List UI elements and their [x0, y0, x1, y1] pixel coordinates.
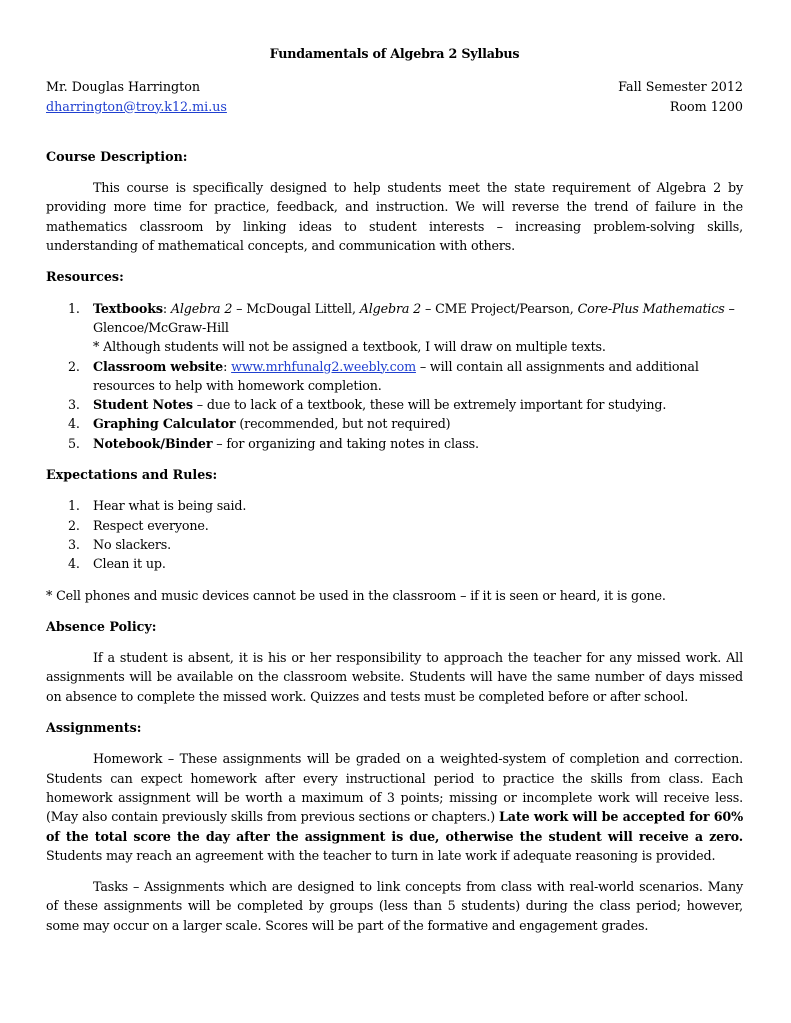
- list-item: 1. Hear what is being said.: [68, 498, 247, 514]
- textbook-note: * Although students will not be assigned a textbook, I will draw on multiple texts.: [93, 339, 606, 355]
- homework-paragraph: Homework – These assignments will be graded on a weighted-system of completion and correction. Students can expect homework after every instructional period to practice the skills from class. Each homework assignment will be worth a maximum of 3 points; missing or incomplete work will receive less. (May also contain previously skills from previous sections or chapters.) Late work will be accepted for 60% of the total score the day after the assignment is due, otherwise the student will receive a zero. Students may reach an agreement with the teacher to turn in late work if adequate reasoning is provided.: [46, 751, 743, 863]
- header-row-1: [46, 77, 743, 96]
- syllabus-page: [46, 44, 743, 935]
- list-item: 2. Respect everyone.: [68, 517, 209, 533]
- course-description-text: This course is specifically designed to help students meet the state requirement of Algebra 2 by providing more time for practice, feedback, and instruction. We will reverse the trend of failure in the mathematics classroom by linking ideas to student interests – increasing problem-solving skills, understanding of mathematical concepts, and communication with others.: [46, 180, 743, 254]
- late-work-policy: Late work will be accepted for 60% of the total score the day after the assignment is due, otherwise the student will receive a zero.: [46, 809, 743, 844]
- absence-heading: Absence Policy:: [46, 618, 157, 634]
- semester: Fall Semester 2012: [618, 79, 743, 95]
- resources-heading: Resources:: [46, 269, 124, 285]
- list-item: 4. Clean it up.: [68, 556, 166, 572]
- list-item: 5. Notebook/Binder – for organizing and taking notes in class.: [68, 435, 479, 451]
- document-title: Fundamentals of Algebra 2 Syllabus: [269, 46, 520, 61]
- list-item: 3. No slackers.: [68, 536, 172, 552]
- room-number: Room 1200: [669, 98, 743, 114]
- teacher-name: Mr. Douglas Harrington: [46, 79, 201, 95]
- list-item: 4. Graphing Calculator (recommended, but not required): [68, 416, 451, 432]
- cell-phone-note: * Cell phones and music devices cannot be used in the classroom – if it is seen or heard, it is gone.: [46, 587, 666, 603]
- list-item: 1. Textbooks: Algebra 2 – McDougal Littell, Algebra 2 – CME Project/Pearson, Core-Plus Mathematics – Glencoe/McGraw-Hill * Although students will not be assigned a textbook, I will draw on multiple texts.: [46, 299, 743, 357]
- classroom-website-link[interactable]: www.mrhfunalg2.weebly.com: [231, 358, 416, 374]
- rules-list: [46, 496, 743, 573]
- list-item: 2. Classroom website: www.mrhfunalg2.weebly.com – will contain all assignments and additional resources to help with homework completion.: [68, 358, 699, 393]
- list-item: 3. Student Notes – due to lack of a textbook, these will be extremely important for studying.: [68, 397, 667, 413]
- header-row-2: [46, 97, 743, 116]
- assignments-heading: Assignments:: [46, 720, 142, 736]
- course-description-heading: Course Description:: [46, 148, 188, 164]
- teacher-email-link[interactable]: dharrington@troy.k12.mi.us: [46, 98, 227, 114]
- expectations-heading: Expectations and Rules:: [46, 467, 218, 483]
- resources-list: [46, 299, 743, 453]
- tasks-paragraph: Tasks – Assignments which are designed to link concepts from class with real-world scenarios. Many of these assignments will be completed by groups (less than 5 students) during the class period; however, some may occur on a larger scale. Scores will be part of the formative and engagement grades.: [46, 879, 743, 933]
- absence-text: If a student is absent, it is his or her responsibility to approach the teacher for any missed work. All assignments will be available on the classroom website. Students will have the same number of days missed on absence to complete the missed work. Quizzes and tests must be completed before or after school.: [46, 650, 743, 704]
